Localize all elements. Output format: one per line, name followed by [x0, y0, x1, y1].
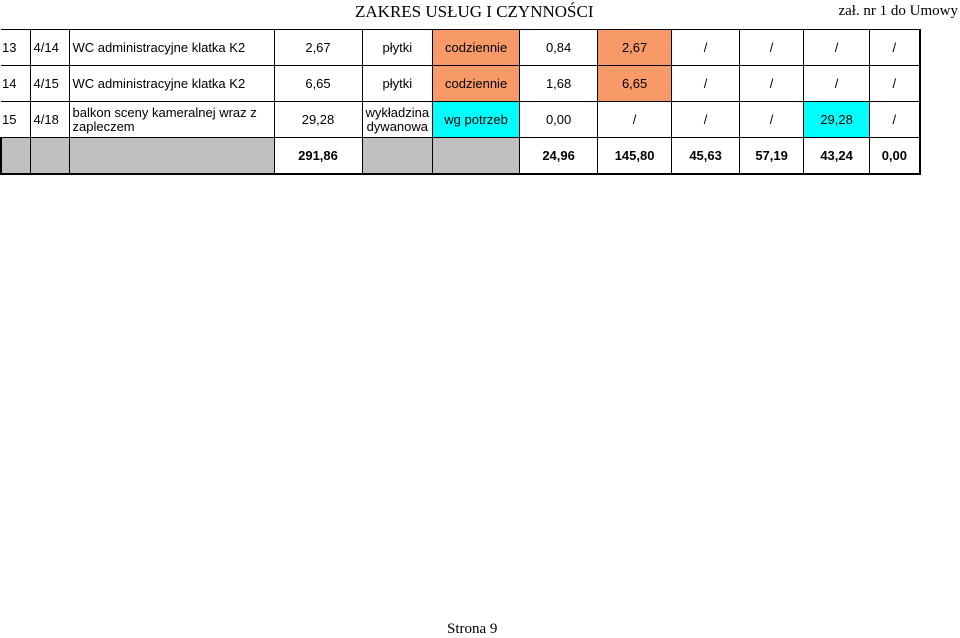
totals-blank [362, 138, 433, 175]
row-number: 14 [1, 66, 30, 102]
room-number: 4/18 [30, 102, 69, 138]
value-col-1: 0,00 [520, 102, 598, 138]
value-col-5: 29,28 [804, 102, 870, 138]
value-col-1: 1,68 [520, 66, 598, 102]
value-col-4: / [740, 30, 804, 66]
page-number: Strona 9 [447, 621, 498, 637]
room-name: balkon sceny kameralnej wraz z zapleczem [69, 102, 274, 138]
value-col-6: / [870, 30, 920, 66]
table-row [1, 30, 920, 66]
value-col-3: / [672, 66, 740, 102]
room-area: 6,65 [274, 66, 362, 102]
total-col-2: 145,80 [598, 138, 672, 175]
document-title: ZAKRES USŁUG I CZYNNOŚCI [355, 2, 594, 21]
value-col-2: 6,65 [598, 66, 672, 102]
value-col-2: 2,67 [598, 30, 672, 66]
total-col-5: 43,24 [804, 138, 870, 175]
row-number: 15 [1, 102, 30, 138]
table-row [1, 66, 920, 102]
totals-blank [30, 138, 69, 175]
room-area: 29,28 [274, 102, 362, 138]
totals-blank [1, 138, 30, 175]
cleaning-frequency: wg potrzeb [433, 102, 520, 138]
room-number: 4/15 [30, 66, 69, 102]
value-col-6: / [870, 102, 920, 138]
total-area: 291,86 [274, 138, 362, 175]
value-col-6: / [870, 66, 920, 102]
value-col-3: / [672, 102, 740, 138]
services-table [0, 29, 921, 175]
row-number: 13 [1, 30, 30, 66]
attachment-label: zał. nr 1 do Umowy [838, 3, 958, 19]
value-col-4: / [740, 102, 804, 138]
value-col-4: / [740, 66, 804, 102]
totals-blank [69, 138, 274, 175]
floor-type: wykładzina dywanowa [362, 102, 433, 138]
floor-type: płytki [362, 66, 433, 102]
value-col-5: / [804, 66, 870, 102]
room-number: 4/14 [30, 30, 69, 66]
value-col-5: / [804, 30, 870, 66]
value-col-1: 0,84 [520, 30, 598, 66]
total-col-4: 57,19 [740, 138, 804, 175]
cleaning-frequency: codziennie [433, 66, 520, 102]
table-row [1, 102, 920, 138]
room-name: WC administracyjne klatka K2 [69, 66, 274, 102]
totals-row [1, 138, 920, 175]
totals-blank [433, 138, 520, 175]
total-col-1: 24,96 [520, 138, 598, 175]
floor-type: płytki [362, 30, 433, 66]
room-area: 2,67 [274, 30, 362, 66]
value-col-3: / [672, 30, 740, 66]
room-name: WC administracyjne klatka K2 [69, 30, 274, 66]
total-col-6: 0,00 [870, 138, 920, 175]
cleaning-frequency: codziennie [433, 30, 520, 66]
total-col-3: 45,63 [672, 138, 740, 175]
value-col-2: / [598, 102, 672, 138]
